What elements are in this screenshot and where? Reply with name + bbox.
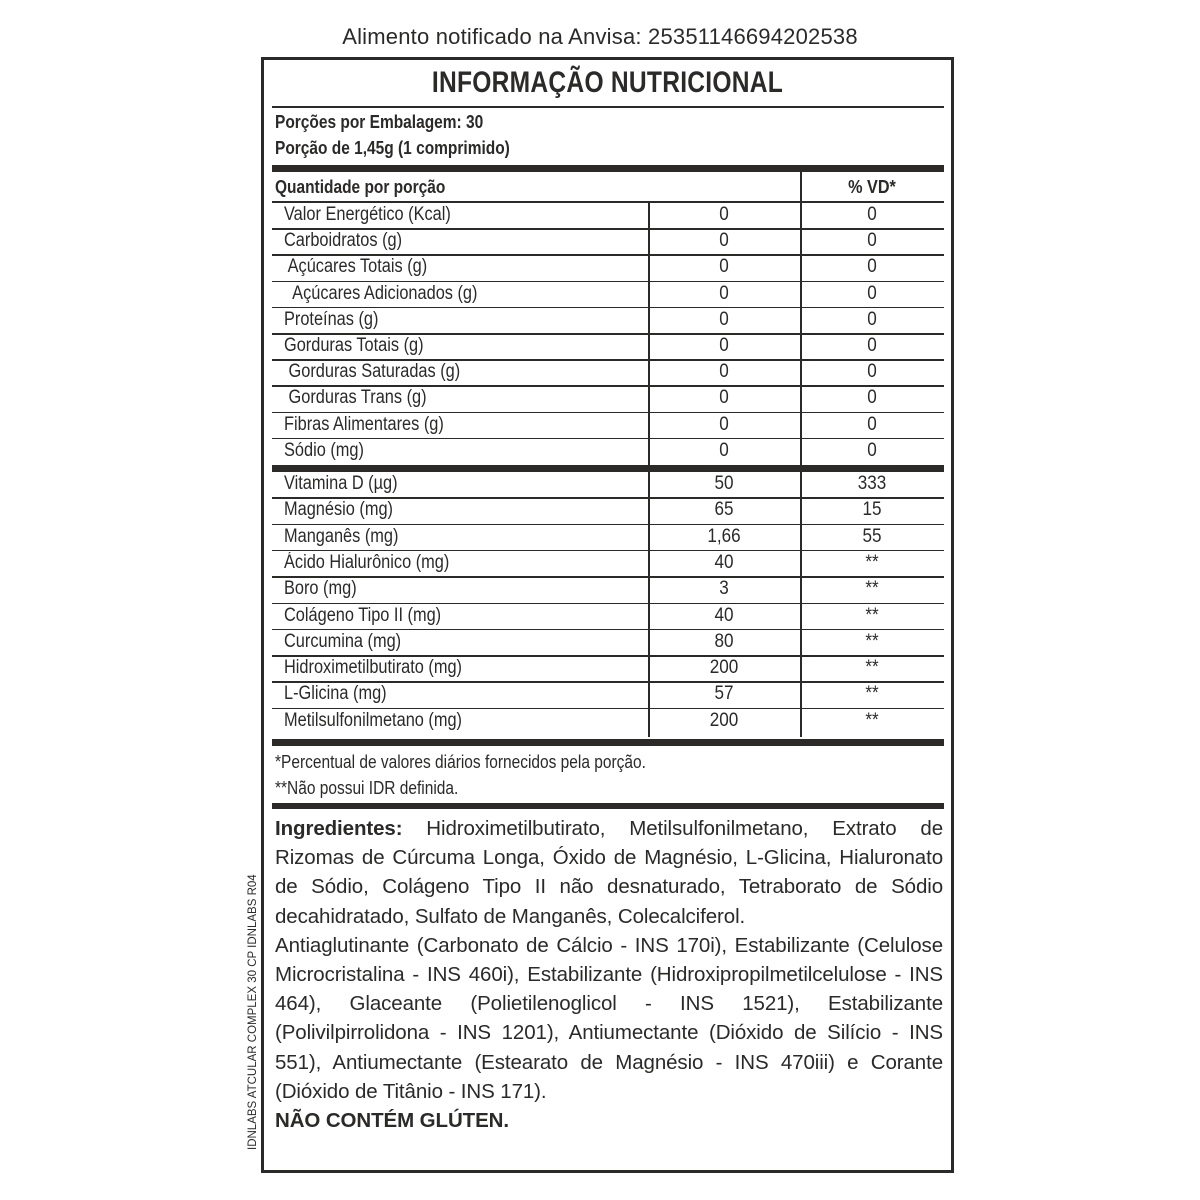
nutrient-name: Curcumina (mg): [284, 630, 402, 652]
nutrient-quantity: 3: [719, 578, 729, 600]
nutrients-table: [272, 203, 944, 466]
nutrient-name: Gorduras Trans (g): [284, 387, 427, 409]
nutrient-name: Vitamina D (µg): [284, 473, 398, 494]
nutrient-quantity: 0: [719, 439, 729, 461]
nutrient-name: Hidroximetilbutirato (mg): [284, 657, 462, 679]
nutrient-vd: 0: [867, 282, 877, 304]
table-row: [272, 709, 944, 735]
table-row: [272, 604, 944, 630]
table-row: [272, 472, 944, 498]
table-row: [272, 360, 944, 386]
ingredients-label: Ingredientes:: [275, 817, 403, 840]
footnote-vd: *Percentual de valores diários fornecidos pela porção.: [275, 752, 646, 772]
nutrient-vd: **: [865, 657, 879, 679]
nutrient-quantity: 0: [719, 282, 729, 304]
nutrient-name: L-Glicina (mg): [284, 683, 387, 705]
nutrient-quantity: 0: [719, 413, 729, 435]
nutrient-name: Boro (mg): [284, 578, 357, 600]
nutrient-name: Magnésio (mg): [284, 499, 393, 521]
nutrient-name: Gorduras Totais (g): [284, 335, 424, 356]
nutrient-quantity: 0: [719, 361, 729, 383]
nutrient-vd: 0: [867, 230, 877, 252]
nutrient-vd: 0: [867, 204, 877, 225]
nutrient-vd: 15: [862, 499, 882, 521]
nutrient-vd: 0: [867, 387, 877, 409]
nutrient-quantity: 0: [719, 308, 729, 330]
nutrient-vd: 0: [867, 256, 877, 278]
column-divider: [800, 203, 802, 466]
nutrient-name: Gorduras Saturadas (g): [284, 361, 461, 383]
micronutrients-table: [272, 472, 944, 737]
thick-divider-middle: [272, 465, 944, 472]
nutrient-name: Sódio (mg): [284, 439, 364, 461]
table-row: [272, 682, 944, 708]
nutrient-vd: **: [865, 604, 879, 626]
gluten-notice: NÃO CONTÉM GLÚTEN.: [275, 1109, 509, 1133]
nutrient-quantity: 0: [719, 204, 729, 225]
header-vd: % VD*: [848, 177, 896, 197]
nutrient-vd: **: [865, 630, 879, 652]
nutrient-quantity: 200: [709, 657, 739, 679]
nutrient-vd: **: [865, 551, 879, 573]
ingredients-paragraph: [275, 814, 943, 931]
nutrient-quantity: 57: [714, 683, 734, 705]
nutrient-quantity: 200: [709, 709, 739, 731]
nutrient-vd: 0: [867, 361, 877, 383]
table-row: [272, 551, 944, 577]
nutrient-quantity: 40: [714, 604, 734, 626]
nutrient-vd: 0: [867, 335, 877, 356]
table-row: [272, 229, 944, 255]
column-divider: [648, 472, 650, 737]
nutrient-vd: 55: [862, 525, 882, 547]
nutrient-quantity: 0: [719, 230, 729, 252]
nutrient-vd: **: [865, 709, 879, 731]
nutrient-name: Proteínas (g): [284, 308, 379, 330]
header-quantity: Quantidade por porção: [275, 177, 446, 197]
nutrient-name: Açúcares Adicionados (g): [284, 282, 478, 304]
ingredients-block: [275, 814, 943, 1135]
table-row: [272, 255, 944, 281]
nutrient-vd: **: [865, 578, 879, 600]
nutrient-name: Carboidratos (g): [284, 230, 403, 252]
side-product-code-text: IDNLABS ATCULAR COMPLEX 30 CP IDNLABS R04: [247, 874, 259, 1150]
nutrient-quantity: 40: [714, 551, 734, 573]
thick-divider-bottom: [272, 739, 944, 746]
nutrient-name: Açúcares Totais (g): [284, 256, 428, 278]
table-row: [272, 630, 944, 656]
nutrient-name: Ácido Hialurônico (mg): [284, 551, 450, 573]
thick-divider-top: [272, 165, 944, 172]
nutrient-quantity: 0: [719, 256, 729, 278]
nutrient-quantity: 0: [719, 335, 729, 356]
anvisa-notice: Alimento notificado na Anvisa: 25351146694202538: [342, 24, 858, 49]
nutrient-name: Fibras Alimentares (g): [284, 413, 444, 435]
nutrient-vd: 0: [867, 413, 877, 435]
nutrient-quantity: 80: [714, 630, 734, 652]
header-column-divider: [800, 172, 802, 203]
column-divider: [800, 472, 802, 737]
nutrient-name: Valor Energético (Kcal): [284, 204, 451, 225]
table-row: [272, 498, 944, 524]
nutrition-label: [261, 57, 954, 1173]
title-divider: [272, 106, 944, 108]
label-title: INFORMAÇÃO NUTRICIONAL: [431, 66, 784, 99]
table-row: [272, 525, 944, 551]
footnote-idr: **Não possui IDR definida.: [275, 778, 459, 798]
nutrient-vd: **: [865, 683, 879, 705]
table-row: [272, 656, 944, 682]
portion-size: Porção de 1,45g (1 comprimido): [275, 138, 510, 158]
portions-per-package: Porções por Embalagem: 30: [275, 112, 484, 132]
nutrient-name: Manganês (mg): [284, 525, 399, 547]
table-row: [272, 308, 944, 334]
table-row: [272, 413, 944, 439]
nutrient-vd: 0: [867, 439, 877, 461]
ingredients-text: Hidroximetilbutirato, Metilsulfonilmetano, Extrato de Rizomas de Cúrcuma Longa, Óxido de Magnésio, L-Glicina, Hialuronato de Sódio, Colágeno Tipo II não desnaturado, Tetraborato de Sódio decahidratado, Sulfato de Manganês, Colecalciferol.: [275, 817, 943, 928]
additives-text: Antiaglutinante (Carbonato de Cálcio - INS 170i), Estabilizante (Celulose Microcristalina - INS 460i), Estabilizante (Hidroxipropilmetilcelulose - INS 464), Glaceante (Polietilenoglicol - INS 1521), Estabilizante (Polivilpirrolidona - INS 1201), Antiumectante (Dióxido de Silício - INS 551), Antiumectante (Estearato de Magnésio - INS 470iii) e Corante (Dióxido de Titânio - INS 171).: [275, 933, 943, 1103]
nutrient-name: Metilsulfonilmetano (mg): [284, 709, 462, 731]
table-row: [272, 386, 944, 412]
table-row: [272, 334, 944, 360]
nutrient-quantity: 50: [714, 473, 734, 494]
column-divider: [648, 203, 650, 466]
table-row: [272, 282, 944, 308]
table-row: [272, 439, 944, 465]
nutrient-quantity: 0: [719, 387, 729, 409]
nutrient-quantity: 1,66: [707, 525, 741, 547]
nutrient-quantity: 65: [714, 499, 734, 521]
nutrient-vd: 333: [857, 473, 887, 494]
thick-divider-ingredients: [272, 803, 944, 809]
nutrient-name: Colágeno Tipo II (mg): [284, 604, 442, 626]
nutrient-vd: 0: [867, 308, 877, 330]
additives-paragraph: [275, 931, 943, 1106]
table-row: [272, 203, 944, 229]
table-row: [272, 577, 944, 603]
